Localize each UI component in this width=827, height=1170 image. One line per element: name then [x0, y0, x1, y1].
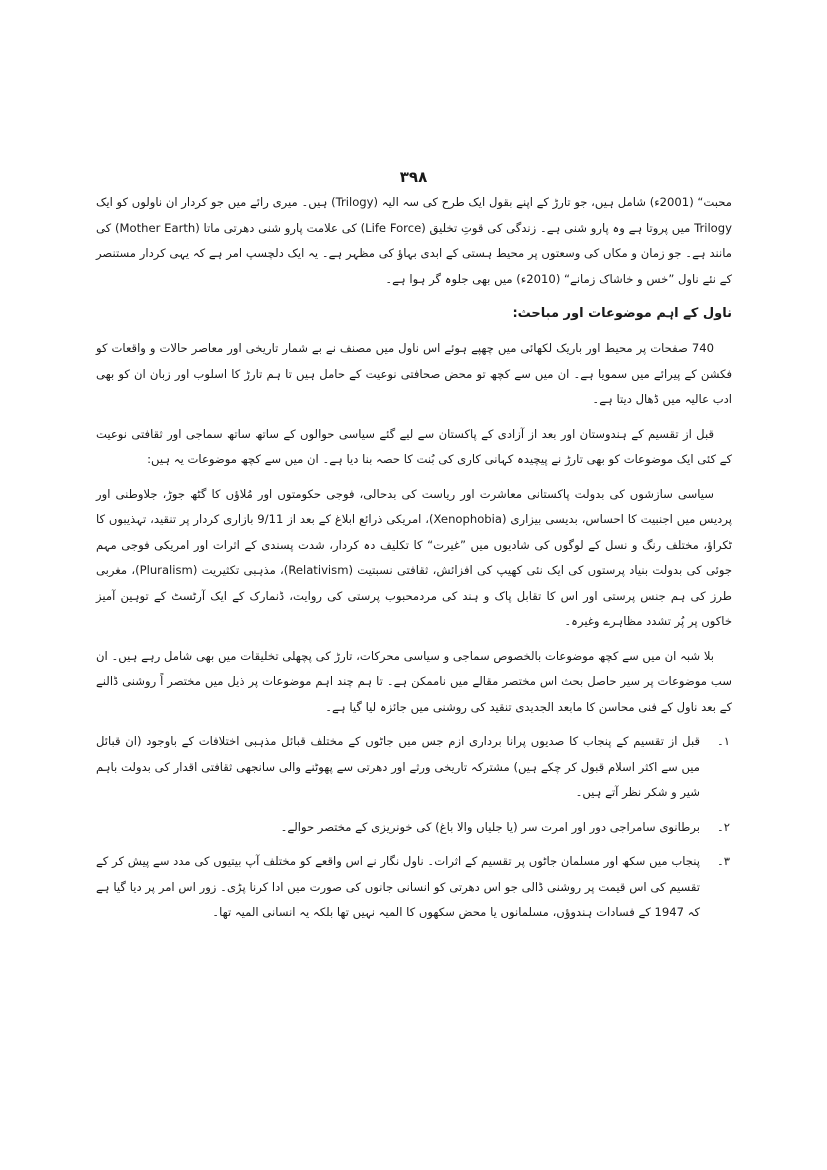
intro-paragraph: محبت“ (2001ء) شامل ہیں، جو تارڑ کے اپنے بقول ایک طرح کی سہ الیہ (Trilogy) ہیں۔ میری رائے میں جو کردار ان ناولوں کو ایک Trilogy میں پروتا ہے وہ پارو شنی ہے۔ زندگی کی قوتِ تخلیق (Life Force) کی علامت پارو شنی دھرتی ماتا (Mother Earth) کی مانند ہے۔ جو زمان و مکاں کی وسعتوں پر محیط ہستی کے ابدی بہاؤ کی مظہر ہے۔ یہ ایک دلچسپ امر ہے کہ یہی کردار مستنصر کے نئے ناول ”خس و خاشاک زمانے“ (2010ء) میں بھی جلوہ گر ہوا ہے۔: [96, 195, 733, 286]
list-item-2: [96, 815, 732, 841]
list-item-number: ۳۔: [716, 854, 730, 868]
list-item-text: برطانوی سامراجی دور اور امرت سر (یا جلیاں والا باغ) کی خونریزی کے مختصر حوالے۔: [280, 819, 700, 834]
body-paragraph-3: سیاسی سازشوں کی بدولت پاکستانی معاشرت اور ریاست کی بدحالی، فوجی حکومتوں اور مُلاؤں کا گٹھ جوڑ، جلاوطنی اور پردیس میں اجنبیت کا احساس، بدیسی بیزاری (Xenophobia)، امریکی ذرائع ابلاغ کے بعد از 9/11 بازاری کردار پر تنقید، تہذیبوں کا ٹکراؤ، مختلف رنگ و نسل کے لوگوں کی شادیوں میں ”غیرت“ کا تکلیف دہ کردار، شدت پسندی کے اثرات اور امریکی فوجی مہم جوئی کی بدولت بنیاد پرستوں کی ایک نئی کھیپ کی افزائش، ثقافتی نسبتیت (Relativism)، مذہبی تکثیریت (Pluralism)، مغربی طرز کی ہم جنس پرستی اور اس کا تقابل پاک و ہند کی مردمحبوب پرستی کی روایت، ڈنمارک کے ایک آرٹسٹ کے توہین آمیز خاکوں پر پُر تشدد مظاہرے وغیرہ۔: [96, 486, 732, 628]
list-item-number: ۱۔: [716, 734, 730, 748]
list-item-text: پنجاب میں سکھ اور مسلمان جاٹوں پر تقسیم کے اثرات۔ ناول نگار نے اس واقعے کو مختلف آپ بیتیوں کی مدد سے پیش کر کے تقسیم کی اس قیمت پر روشنی ڈالی جو اس دھرتی کو انسانی جانوں کی صورت میں ادا کرنا پڑی۔ زور اس امر پر دیا گیا ہے کہ 1947 کے فسادات ہندوؤں، مسلمانوں یا محض سکھوں کا المیہ نہیں تھا بلکہ یہ انسانی المیہ تھا۔: [96, 854, 700, 919]
list-item-1: [96, 729, 732, 806]
page-content: [96, 190, 732, 935]
list-item-number: ۲۔: [716, 819, 730, 834]
body-paragraph-1: 740 صفحات پر محیط اور باریک لکھائی میں چھپے ہوئے اس ناول میں مصنف نے بے شمار تاریخی اور معاصر حالات و واقعات کو فکشن کے پیرائے میں سمویا ہے۔ ان میں سے کچھ تو محض صحافتی نوعیت کے حامل ہیں تا ہم تارڑ کا اسلوب اور زبان ان کو بھی ادب عالیہ میں ڈھال دیتا ہے۔: [96, 341, 732, 406]
section-heading: ناول کے اہم موضوعات اور مباحث:: [512, 306, 732, 321]
list-item-text: قبل از تقسیم کے پنجاب کا صدیوں پرانا برداری ازم جس میں جاٹوں کے مختلف قبائل مذہبی اختلافات کے باوجود (ان قبائل میں سے اکثر اسلام قبول کر چکے ہیں) مشترکہ تاریخی ورثے اور دھرتی سے پھوٹنے والی سانجھی ثقافتی اقدار کی بدولت باہم شیر و شکر نظر آتے ہیں۔: [96, 734, 700, 799]
page-number: ۳۹۸: [399, 168, 428, 186]
body-paragraph-4: بلا شبہ ان میں سے کچھ موضوعات بالخصوص سماجی و سیاسی محرکات، تارڑ کی پچھلی تخلیقات میں بھی شامل رہے ہیں۔ ان سب موضوعات پر سیر حاصل بحث اس مختصر مقالے میں ناممکن ہے۔ تا ہم چند اہم موضوعات پر ذیل میں مختصر اً روشنی ڈالنے کے بعد ناول کے فنی محاسن کا مابعد الجدیدی تنقید کی روشنی میں جائزہ لیا گیا ہے۔: [96, 648, 732, 714]
list-item-3: [96, 849, 732, 926]
body-paragraph-2: قبل از تقسیم کے ہندوستان اور بعد از آزادی کے پاکستان سے لیے گئے سیاسی حوالوں کے ساتھ ساتھ سماجی اور ثقافتی نوعیت کے کئی ایک موضوعات کو بھی تارڑ نے پیچیدہ کہانی کاری کی بُنت کا حصہ بنا دیا ہے۔ ان میں سے کچھ موضوعات یہ ہیں:: [96, 426, 732, 466]
